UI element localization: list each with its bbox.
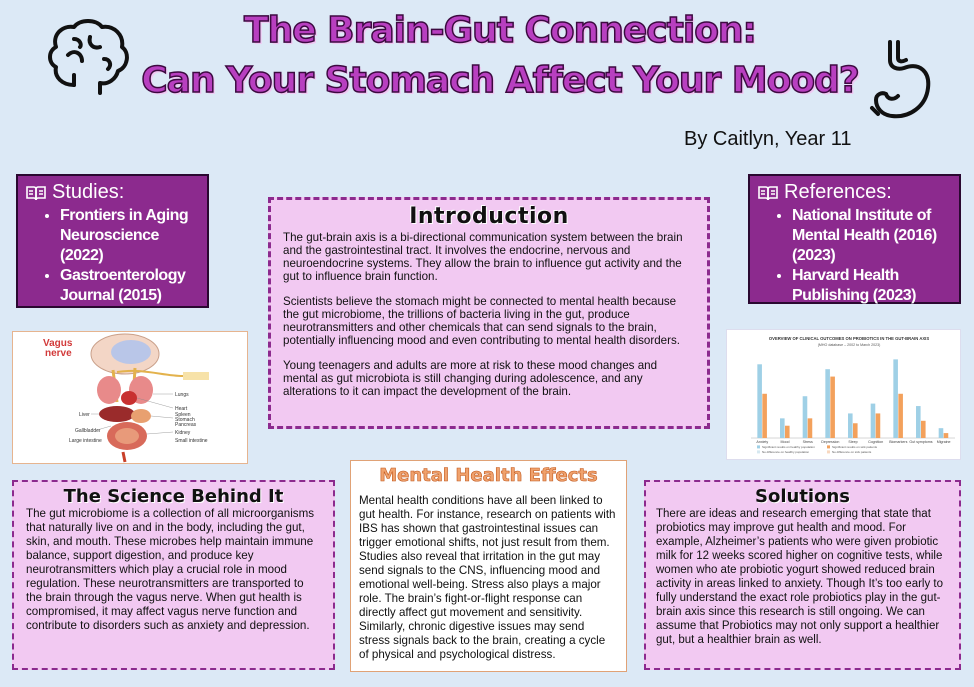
- chart-category-label: Stress: [802, 440, 813, 444]
- mental-health-text: Mental health conditions have all been linked to gut health. For instance, research on patients with IBS has shown that gastrointestinal issues can trigger emotional shifts, not just result from them. Studies also reveal that irritation in the gut may send signals to the CNS, influencing mood and emotional well-being. Stress also plays a major role. The brain’s fight-or-flight response can directly affect gut movement and sensitivity. Similarly, chronic digestive issues may send stress signals back to the brain, creating a cycle of physical and psychological distress.: [359, 494, 616, 661]
- references-box: [748, 174, 961, 304]
- poster-title-line-1: The Brain-Gut Connection:: [244, 10, 756, 51]
- science-box: [12, 480, 335, 670]
- chart-legend-swatch: [827, 445, 830, 448]
- chart-category-label: Mood: [780, 440, 790, 444]
- chart-bar: [830, 377, 835, 438]
- references-heading-label: References:: [784, 181, 892, 203]
- chart-category-label: Anxiety: [756, 440, 769, 444]
- chart-legend-label: No difference on healthy population: [762, 450, 810, 454]
- introduction-heading: Introduction: [409, 204, 569, 229]
- mental-health-heading: Mental Health Effects: [379, 465, 598, 486]
- chart-legend-label: No difference on sick patients: [832, 450, 872, 454]
- studies-item: • Frontiers in Aging Neuroscience (2022): [60, 206, 199, 266]
- probiotics-outcomes-chart: [726, 329, 961, 460]
- chart-bar: [780, 418, 785, 438]
- studies-heading: [26, 181, 199, 204]
- chart-bar: [916, 406, 921, 438]
- chart-bar: [825, 369, 830, 438]
- introduction-paragraph: Scientists believe the stomach might be connected to mental health because the gut microbiome, the trillions of bacteria living in the gut, produce neurotransmitters and other chemicals that can send signals to the brain, potentially influencing mood and even contributing to mental health disorders.: [283, 295, 681, 347]
- introduction-paragraph: Young teenagers and adults are more at risk to these mood changes and mental as gut microbiota is still changing during adolescence, and any alterations to it can impact the development of the brain.: [283, 359, 658, 398]
- chart-legend-swatch: [757, 450, 760, 453]
- chart-category-label: Depression: [821, 440, 840, 444]
- vagus-title-word: nerve: [45, 348, 72, 359]
- diagram-label: Pancreas: [175, 422, 197, 428]
- references-list: [792, 206, 951, 306]
- byline: By Caitlyn, Year 11: [684, 128, 852, 150]
- chart-bar: [944, 433, 949, 438]
- mental-health-box: [350, 460, 627, 672]
- diagram-label: Spleen: [175, 412, 191, 418]
- chart-bar: [808, 418, 813, 438]
- chart-category-label: Migraine: [936, 440, 951, 444]
- studies-list: [60, 206, 199, 306]
- diagram-label: Liver: [79, 412, 90, 418]
- chart-subtitle: (MHO database – 2002 to March 2023): [817, 343, 881, 347]
- book-icon: [26, 185, 46, 201]
- references-item: • National Institute of Mental Health (2016) (2023): [792, 206, 951, 266]
- chart-bar: [898, 394, 903, 438]
- diagram-label: Large intestine: [69, 438, 102, 444]
- chart-category-label: Gut symptoms: [909, 440, 933, 444]
- chart-bar: [757, 364, 762, 438]
- chart-legend-swatch: [757, 445, 760, 448]
- solutions-text: There are ideas and research emerging that state that probiotics may improve gut health and mood. For example, Alzheimer’s patients who were given probiotic milk for 12 weeks scored higher on cognitive tests, while women who ate probiotic yogurt showed reduced brain activity in areas linked to anxiety. Though It’s too early to fully understand the exact role probiotics play in the gut-brain axis since this research is still ongoing. We can assume that Probiotics may not only support a healthier gut, but a healthier brain as well.: [656, 508, 944, 646]
- chart-bar: [921, 421, 926, 438]
- brain-icon: [44, 15, 134, 97]
- references-item: • Harvard Health Publishing (2023): [792, 266, 951, 306]
- chart-category-label: Cognition: [868, 440, 884, 444]
- diagram-label: Lungs: [175, 392, 189, 398]
- science-text: The gut microbiome is a collection of all microorganisms that naturally live on and in the body, including the gut, skin, and mouth. These microbes help maintain immune balance, support digestion, and produce key neurotransmitters which play a crucial role in mood regulation. These neurotransmitters are transported to the brain through the vagus nerve. When gut health is compromised, it may affect vagus nerve function and contribute to disorders such as anxiety and depression.: [26, 507, 315, 632]
- chart-legend-swatch: [827, 450, 830, 453]
- chart-bar: [876, 413, 881, 438]
- diagram-label: Kidney: [175, 430, 191, 436]
- diagram-label: Heart: [175, 406, 188, 412]
- science-heading: The Science Behind It: [63, 486, 284, 507]
- studies-item: • Gastroenterology Journal (2015): [60, 266, 199, 306]
- references-heading: [758, 181, 951, 204]
- chart-legend-label: Significant results on sick patients: [832, 445, 878, 449]
- poster-title-line-2: Can Your Stomach Affect Your Mood?: [141, 60, 859, 101]
- chart-bar: [785, 426, 790, 438]
- diagram-label: Small intestine: [175, 438, 208, 444]
- diagram-label: Stomach: [175, 417, 195, 423]
- stomach-icon: [868, 38, 934, 124]
- studies-heading-label: Studies:: [52, 181, 125, 203]
- solutions-box: [644, 480, 961, 670]
- chart-category-label: Biomarkers: [889, 440, 908, 444]
- chart-category-label: Sleep: [848, 440, 858, 444]
- chart-bar: [762, 394, 767, 438]
- diagram-label: Gallbladder: [75, 428, 101, 434]
- chart-bar: [871, 404, 876, 438]
- book-icon: [758, 185, 778, 201]
- chart-title: OVERVIEW OF CLINICAL OUTCOMES ON PROBIOTICS IN THE GUT-BRAIN AXIS: [768, 336, 930, 341]
- introduction-paragraph: The gut-brain axis is a bi-directional communication system between the brain and the gastrointestinal tract. It involves the endocrine, nervous and neuroendocrine systems. They allow the brain to influence gut activity and the gut to influence brain function.: [283, 231, 683, 283]
- vagus-nerve-diagram: [12, 331, 248, 464]
- solutions-heading: Solutions: [755, 486, 850, 507]
- chart-legend-label: Significant results on healthy population: [762, 445, 815, 449]
- vagus-title-word: Vagus: [43, 338, 73, 349]
- studies-box: [16, 174, 209, 308]
- chart-bar: [939, 428, 944, 438]
- introduction-box: [268, 197, 710, 429]
- chart-bar: [893, 359, 898, 438]
- chart-bar: [803, 396, 808, 438]
- chart-bar: [848, 413, 853, 438]
- chart-bar: [853, 423, 858, 438]
